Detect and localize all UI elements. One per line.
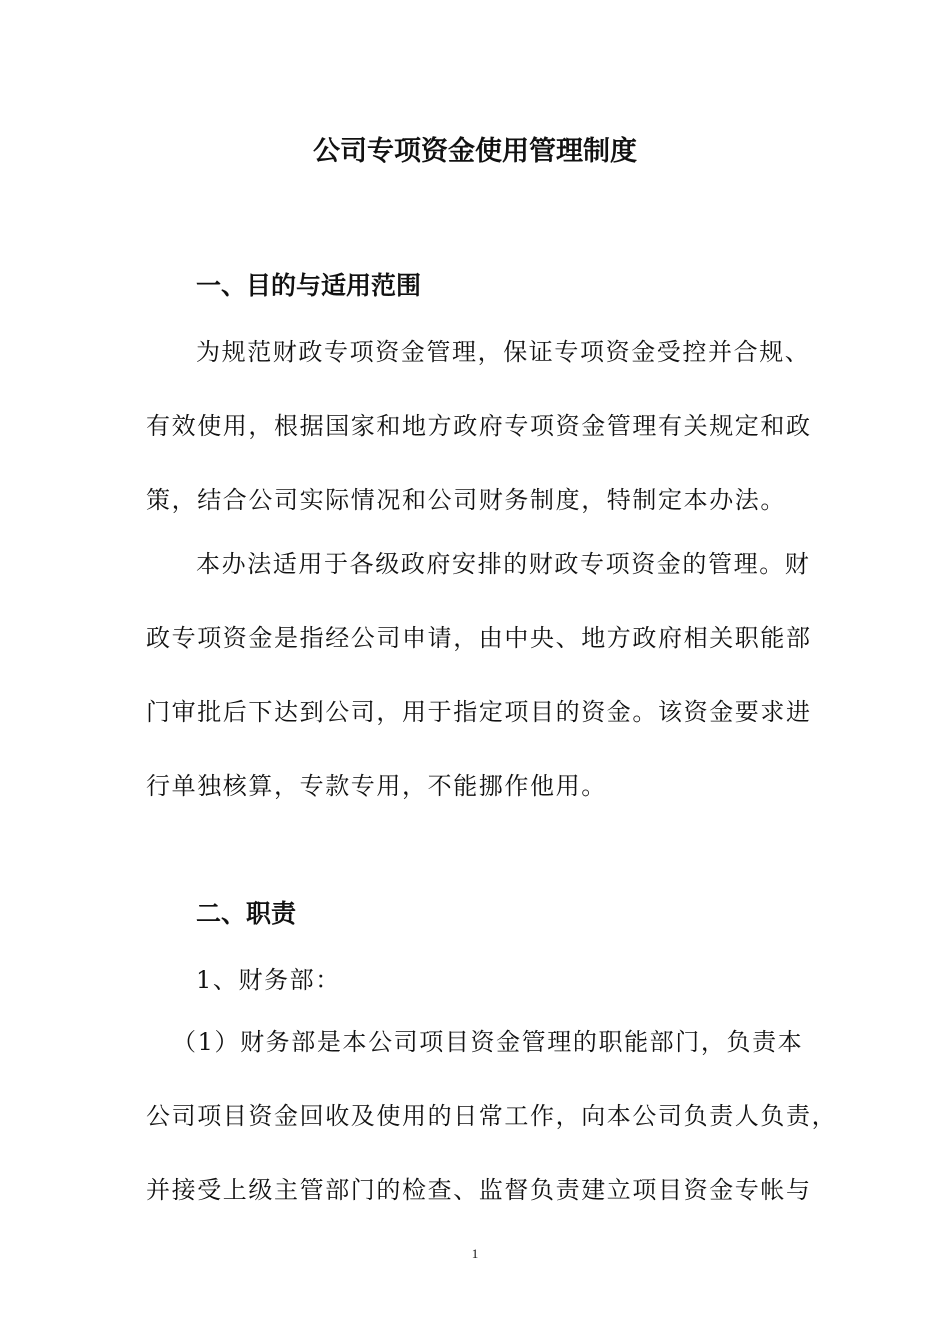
paragraph-line: （1）财务部是本公司项目资金管理的职能部门，负责本 bbox=[172, 1028, 804, 1056]
document-title: 公司专项资金使用管理制度 bbox=[313, 136, 637, 167]
paragraph-line: 策，结合公司实际情况和公司财务制度，特制定本办法。 bbox=[146, 486, 786, 514]
paragraph-line: 公司项目资金回收及使用的日常工作，向本公司负责人负责， bbox=[146, 1102, 838, 1130]
page-number: 1 bbox=[471, 1246, 479, 1261]
paragraph-line: 政专项资金是指经公司申请，由中央、地方政府相关职能部 bbox=[146, 624, 812, 652]
section-heading-1: 一、目的与适用范围 bbox=[196, 271, 422, 300]
section-heading-2: 二、职责 bbox=[196, 899, 297, 928]
paragraph-line: 行单独核算，专款专用，不能挪作他用。 bbox=[146, 772, 607, 800]
paragraph-line: 本办法适用于各级政府安排的财政专项资金的管理。财 bbox=[196, 550, 811, 578]
paragraph-line: 门审批后下达到公司，用于指定项目的资金。该资金要求进 bbox=[146, 698, 812, 726]
paragraph-line: 为规范财政专项资金管理，保证专项资金受控并合规、 bbox=[196, 338, 811, 366]
paragraph-line: 有效使用，根据国家和地方政府专项资金管理有关规定和政 bbox=[146, 412, 812, 440]
paragraph-line: 1、财务部： bbox=[196, 966, 341, 994]
paragraph-line: 并接受上级主管部门的检查、监督负责建立项目资金专帐与 bbox=[146, 1176, 812, 1204]
